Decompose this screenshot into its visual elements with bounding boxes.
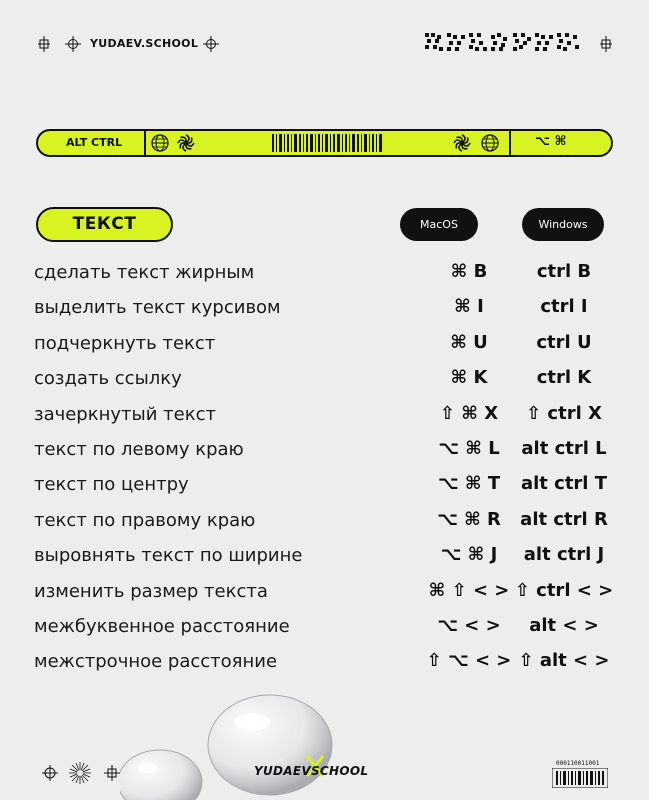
win-shortcut: alt ctrl J bbox=[523, 544, 605, 566]
bubbles-decoration bbox=[120, 690, 360, 800]
list-item bbox=[34, 645, 624, 680]
list-item bbox=[34, 504, 624, 539]
crosshair-icon bbox=[42, 765, 58, 781]
footer-brand: YUDAEVSCHOOL bbox=[254, 764, 369, 778]
column-header-windows: Windows bbox=[522, 208, 604, 241]
globe-icon bbox=[480, 133, 500, 153]
mac-shortcut: ⌥ ⌘ T bbox=[437, 473, 501, 495]
win-shortcut: ctrl I bbox=[540, 296, 588, 318]
list-item bbox=[34, 539, 624, 574]
action-label: изменить размер текста bbox=[34, 580, 268, 602]
pixel-text-logo-icon bbox=[425, 31, 582, 53]
action-label: текст по правому краю bbox=[34, 509, 256, 531]
mac-shortcut: ⌘ U bbox=[450, 331, 488, 353]
barcode-tag bbox=[552, 760, 608, 788]
mac-shortcut: ⇧ ⌘ X bbox=[439, 402, 499, 424]
action-label: текст по центру bbox=[34, 474, 189, 496]
crosshair-icon bbox=[36, 36, 52, 52]
action-label: создать ссылку bbox=[34, 368, 182, 390]
list-item bbox=[34, 610, 624, 645]
action-label: подчеркнуть текст bbox=[34, 332, 216, 354]
barcode-icon bbox=[272, 134, 382, 152]
action-label: межбуквенное расстояние bbox=[34, 615, 290, 637]
list-item bbox=[34, 398, 624, 433]
crosshair-icon bbox=[203, 36, 219, 52]
divider bbox=[144, 131, 146, 155]
action-label: текст по левому краю bbox=[34, 438, 244, 460]
list-item bbox=[34, 362, 624, 397]
win-shortcut: ctrl B bbox=[536, 261, 592, 282]
spiral-icon bbox=[452, 133, 472, 153]
divider bbox=[509, 131, 511, 155]
section-title: ТЕКСТ bbox=[36, 207, 173, 242]
mac-shortcut: ⌘ B bbox=[450, 261, 488, 282]
list-item bbox=[34, 468, 624, 503]
mac-shortcut: ⌘ I bbox=[454, 296, 484, 318]
brand-name: YUDAEV.SCHOOL bbox=[90, 37, 199, 50]
mac-shortcut: ⌥ ⌘ L bbox=[438, 437, 500, 459]
mac-shortcut: ⌥ ⌘ J bbox=[440, 544, 498, 566]
action-label: сделать текст жирным bbox=[34, 262, 255, 283]
win-shortcut: alt < > bbox=[529, 614, 599, 636]
mac-shortcut: ⌥ ⌘ R bbox=[437, 508, 501, 530]
action-label: межстрочное расстояние bbox=[34, 651, 278, 673]
shortcut-list bbox=[34, 256, 624, 681]
win-shortcut: ctrl U bbox=[536, 331, 592, 353]
action-label: зачеркнутый текст bbox=[34, 403, 216, 425]
list-item bbox=[34, 256, 624, 291]
mac-shortcut: ⌘ ⇧ < > bbox=[428, 579, 510, 601]
mac-shortcut: ⇧ ⌥ < > bbox=[426, 650, 512, 672]
win-shortcut: ⇧ ctrl < > bbox=[514, 579, 614, 601]
crosshair-icon bbox=[104, 765, 120, 781]
column-header-macos: MacOS bbox=[400, 208, 478, 241]
list-item bbox=[34, 575, 624, 610]
win-shortcut: ⇧ alt < > bbox=[518, 650, 610, 672]
list-item bbox=[34, 291, 624, 326]
win-shortcut: ⇧ ctrl X bbox=[526, 402, 602, 424]
win-shortcut: alt ctrl T bbox=[520, 473, 608, 495]
barcode-icon bbox=[552, 768, 608, 788]
globe-icon bbox=[150, 133, 170, 153]
shortcut-banner bbox=[36, 129, 613, 157]
action-label: выделить текст курсивом bbox=[34, 297, 281, 319]
banner-left-label: ALT CTRL bbox=[66, 136, 123, 149]
list-item bbox=[34, 433, 624, 468]
list-item bbox=[34, 327, 624, 362]
crosshair-icon bbox=[65, 36, 81, 52]
action-label: выровнять текст по ширине bbox=[34, 545, 303, 567]
win-shortcut: alt ctrl R bbox=[520, 508, 608, 530]
banner-right-label: ⌥ ⌘ bbox=[535, 134, 567, 149]
starburst-icon bbox=[68, 761, 92, 785]
mac-shortcut: ⌘ K bbox=[450, 367, 488, 389]
mac-shortcut: ⌥ < > bbox=[437, 614, 501, 636]
spiral-icon bbox=[176, 133, 196, 153]
crosshair-icon bbox=[598, 36, 614, 52]
win-shortcut: alt ctrl L bbox=[521, 437, 607, 459]
barcode-number: 000110011001 bbox=[556, 760, 600, 767]
win-shortcut: ctrl K bbox=[536, 367, 592, 389]
